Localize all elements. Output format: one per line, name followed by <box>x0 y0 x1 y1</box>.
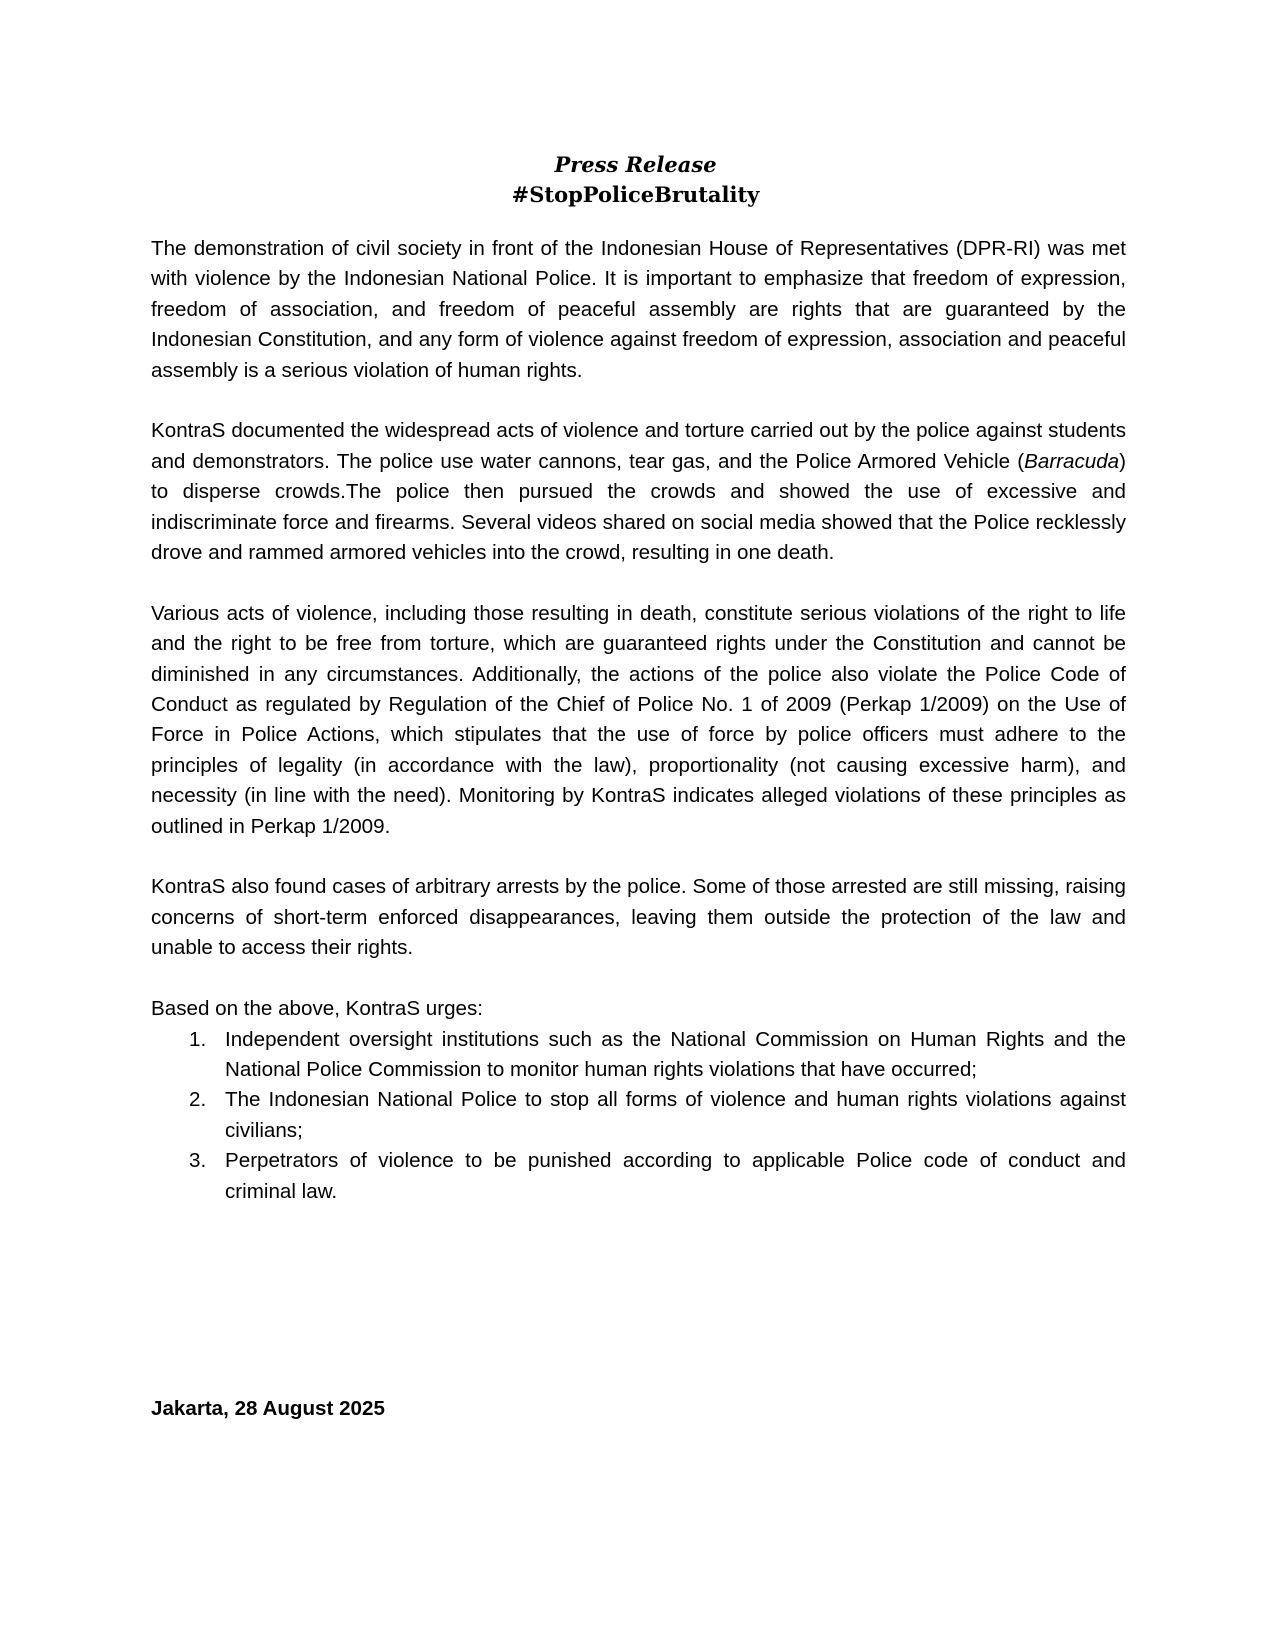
urge-text: Perpetrators of violence to be punished according to applicable Police code of conduct and criminal law. <box>225 1149 1126 1203</box>
paragraph-text: KontraS documented the widespread acts of violence and torture carried out by the police against students and demonstrators. The police use water cannons, tear gas, and the Police Armored Vehicle ( <box>151 419 1126 473</box>
urge-text: The Indonesian National Police to stop all forms of violence and human rights violations against civilians; <box>225 1088 1126 1142</box>
urge-item <box>189 1146 1126 1207</box>
date-line: Jakarta, 28 August 2025 <box>151 1397 385 1420</box>
list-number: 3. <box>189 1149 207 1173</box>
document-title: Press Release <box>554 152 717 177</box>
urge-item <box>189 1085 1126 1146</box>
urges-list <box>151 1025 1126 1207</box>
paragraph-demonstration: The demonstration of civil society in front of the Indonesian House of Representatives (DPR-RI) was met with violence by the Indonesian National Police. It is important to emphasize that freedom of expression, freedom of association, and freedom of peaceful assembly are rights that are guaranteed by the Indonesian Constitution, and any form of violence against freedom of expression, association and peaceful assembly is a serious violation of human rights. <box>151 237 1126 382</box>
paragraph-violations: Various acts of violence, including those resulting in death, constitute serious violations of the right to life and the right to be free from torture, which are guaranteed rights under the Constitution and cannot be diminished in any circumstances. Additionally, the actions of the police also violate the Police Code of Conduct as regulated by Regulation of the Chief of Police No. 1 of 2009 (Perkap 1/2009) on the Use of Force in Police Actions, which stipulates that the use of force by police officers must adhere to the principles of legality (in accordance with the law), proportionality (not causing excessive harm), and necessity (in line with the need). Monitoring by KontraS indicates alleged violations of these principles as outlined in Perkap 1/2009. <box>151 601 1126 838</box>
paragraph-urges-intro: Based on the above, KontraS urges: <box>151 997 484 1021</box>
list-number: 1. <box>189 1027 207 1051</box>
paragraph-documented-violence <box>151 416 1126 568</box>
list-number: 2. <box>189 1088 207 1112</box>
press-release-document <box>151 150 1126 1207</box>
vehicle-name: Barracuda <box>1024 449 1120 473</box>
paragraph-arbitrary-arrests: KontraS also found cases of arbitrary arrests by the police. Some of those arrested are still missing, raising concerns of short-term enforced disappearances, leaving them outside the protection of the law and unable to access their rights. <box>151 875 1126 960</box>
urge-item <box>189 1025 1126 1086</box>
title-block <box>145 150 1126 210</box>
hashtag-heading: #StopPoliceBrutality <box>511 182 760 207</box>
paragraph-text: ) to disperse crowds.The police then pursued the crowds and showed the use of excessive and indiscriminate force and firearms. Several videos shared on social media showed that the Police recklessly drove and rammed armored vehicles into the crowd, resulting in one death. <box>151 449 1126 565</box>
body-text <box>151 234 1126 1207</box>
urge-text: Independent oversight institutions such as the National Commission on Human Rights and the National Police Commission to monitor human rights violations that have occurred; <box>225 1027 1126 1081</box>
